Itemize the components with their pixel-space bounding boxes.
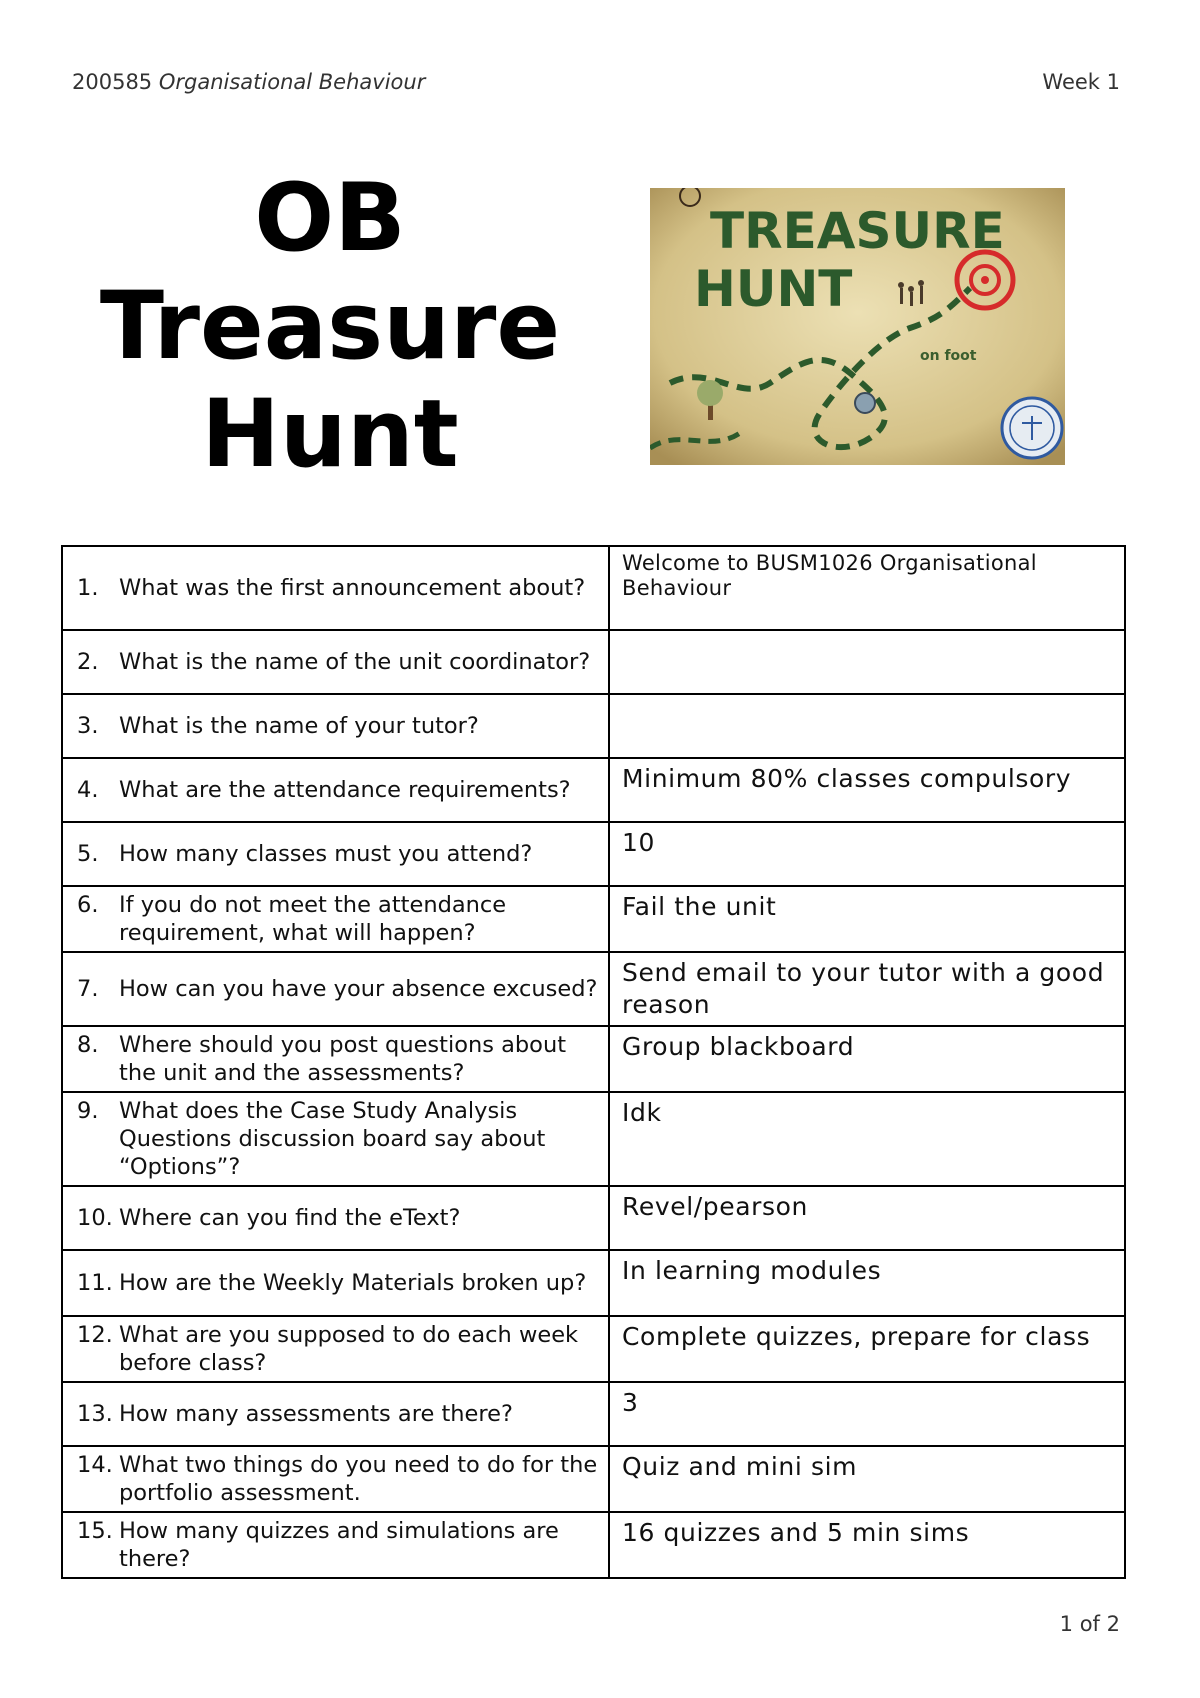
question-number: 13.: [77, 1401, 113, 1427]
question-wrapper: [63, 1447, 608, 1511]
question-text: What was the first announcement about?: [119, 575, 586, 601]
table-row: [62, 1092, 1125, 1186]
compass-icon: [855, 393, 875, 413]
question-cell: [62, 1250, 609, 1316]
question-number: 10.: [77, 1205, 113, 1231]
question-cell: [62, 952, 609, 1026]
question-wrapper: [63, 570, 608, 606]
table-row: [62, 952, 1125, 1026]
question-wrapper: [63, 1200, 608, 1236]
question-text: How are the Weekly Materials broken up?: [119, 1270, 587, 1296]
question-cell: [62, 758, 609, 822]
question-text: What is the name of the unit coordinator?: [119, 649, 591, 675]
question-text: What are the attendance requirements?: [119, 777, 571, 803]
question-cell: [62, 822, 609, 886]
table-row: [62, 1316, 1125, 1382]
question-text: How many quizzes and simulations are there?: [119, 1518, 559, 1572]
question-text: What two things do you need to do for the portfolio assessment.: [119, 1452, 598, 1506]
table-row: [62, 758, 1125, 822]
table-row: [62, 1186, 1125, 1250]
answer-cell[interactable]: Send email to your tutor with a good reason: [609, 952, 1125, 1026]
question-wrapper: [63, 1027, 608, 1091]
page-title: [60, 165, 600, 489]
answer-cell[interactable]: Minimum 80% classes compulsory: [609, 758, 1125, 822]
question-text: How many assessments are there?: [119, 1401, 513, 1427]
question-number: 8.: [77, 1032, 99, 1058]
question-wrapper: [63, 1317, 608, 1381]
question-number: 14.: [77, 1452, 113, 1478]
page-header-week: Week 1: [1042, 70, 1120, 94]
question-number: 9.: [77, 1098, 99, 1124]
poster-illustration: [650, 188, 1065, 465]
question-number: 2.: [77, 649, 99, 675]
question-wrapper: [63, 1396, 608, 1432]
answer-cell[interactable]: 3: [609, 1382, 1125, 1446]
question-wrapper: [63, 836, 608, 872]
course-name: Organisational Behaviour: [158, 70, 426, 94]
question-text: What are you supposed to do each week before class?: [119, 1322, 579, 1376]
table-row: [62, 886, 1125, 952]
answer-cell[interactable]: Welcome to BUSM1026 Organisational Behaviour: [609, 546, 1125, 630]
question-text: What is the name of your tutor?: [119, 713, 479, 739]
question-number: 1.: [77, 575, 99, 601]
answer-cell[interactable]: Group blackboard: [609, 1026, 1125, 1092]
question-cell: [62, 886, 609, 952]
question-wrapper: [63, 1513, 608, 1577]
question-number: 6.: [77, 892, 99, 918]
question-cell: [62, 1186, 609, 1250]
question-wrapper: [63, 971, 608, 1007]
table-row: [62, 546, 1125, 630]
answer-cell[interactable]: [609, 694, 1125, 758]
question-text: If you do not meet the attendance requirement, what will happen?: [119, 892, 507, 946]
question-number: 4.: [77, 777, 99, 803]
treasure-hunt-poster-image: [650, 188, 1065, 465]
question-wrapper: [63, 708, 608, 744]
question-cell: [62, 1316, 609, 1382]
treasure-hunt-table: [61, 545, 1126, 1579]
poster-tagline: on foot: [920, 348, 977, 364]
answer-cell[interactable]: Quiz and mini sim: [609, 1446, 1125, 1512]
question-cell: [62, 1382, 609, 1446]
page-header-course: [72, 70, 425, 94]
question-wrapper: [63, 772, 608, 808]
question-text: Where should you post questions about the unit and the assessments?: [119, 1032, 567, 1086]
question-number: 5.: [77, 841, 99, 867]
table-row: [62, 630, 1125, 694]
question-cell: [62, 1026, 609, 1092]
question-cell: [62, 630, 609, 694]
question-cell: [62, 1092, 609, 1186]
question-text: Where can you find the eText?: [119, 1205, 461, 1231]
question-wrapper: [63, 1265, 608, 1301]
question-number: 12.: [77, 1322, 113, 1348]
table-row: [62, 822, 1125, 886]
answer-cell[interactable]: 16 quizzes and 5 min sims: [609, 1512, 1125, 1578]
answer-cell[interactable]: Fail the unit: [609, 886, 1125, 952]
table-row: [62, 1026, 1125, 1092]
title-line-1: OB: [254, 164, 406, 273]
answer-cell[interactable]: Idk: [609, 1092, 1125, 1186]
question-cell: [62, 1512, 609, 1578]
course-code: 200585: [72, 70, 153, 94]
title-line-3: Hunt: [201, 380, 459, 489]
question-cell: [62, 1446, 609, 1512]
question-wrapper: [63, 1093, 608, 1185]
answer-cell[interactable]: Revel/pearson: [609, 1186, 1125, 1250]
question-number: 15.: [77, 1518, 113, 1544]
answer-cell[interactable]: Complete quizzes, prepare for class: [609, 1316, 1125, 1382]
question-text: How many classes must you attend?: [119, 841, 533, 867]
table-row: [62, 694, 1125, 758]
page-number: 1 of 2: [1059, 1612, 1120, 1636]
question-number: 11.: [77, 1270, 113, 1296]
treasure-hunt-table-body: [62, 546, 1125, 1578]
poster-word-treasure: TREASURE: [710, 202, 1005, 260]
answer-cell[interactable]: 10: [609, 822, 1125, 886]
question-cell: [62, 694, 609, 758]
answer-cell[interactable]: In learning modules: [609, 1250, 1125, 1316]
question-wrapper: [63, 644, 608, 680]
question-cell: [62, 546, 609, 630]
title-line-2: Treasure: [99, 272, 561, 381]
question-wrapper: [63, 887, 608, 951]
seal-icon: [1002, 398, 1062, 458]
question-text: How can you have your absence excused?: [119, 976, 598, 1002]
table-row: [62, 1250, 1125, 1316]
table-row: [62, 1382, 1125, 1446]
question-number: 3.: [77, 713, 99, 739]
question-text: What does the Case Study Analysis Questions discussion board say about “Options”?: [119, 1098, 546, 1180]
table-row: [62, 1446, 1125, 1512]
question-number: 7.: [77, 976, 99, 1002]
table-row: [62, 1512, 1125, 1578]
poster-word-hunt: HUNT: [694, 260, 853, 318]
answer-cell[interactable]: [609, 630, 1125, 694]
